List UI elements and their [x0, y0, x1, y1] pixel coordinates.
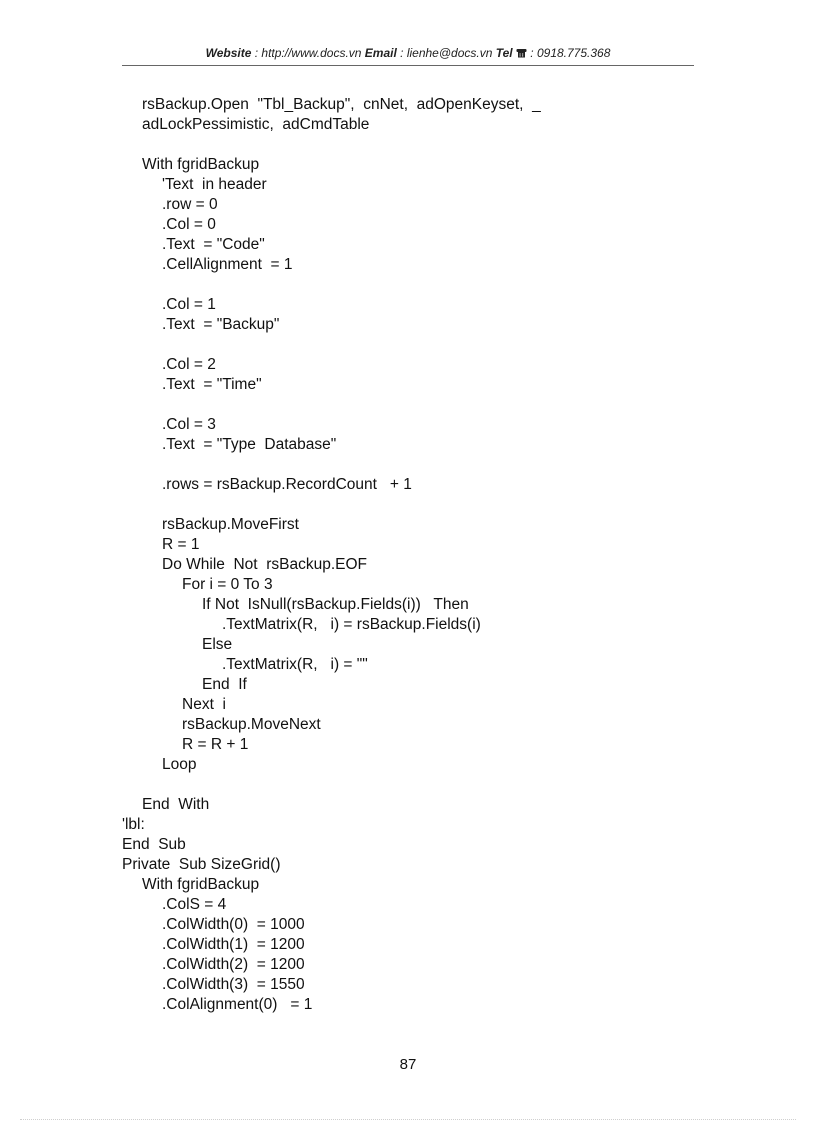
code-line: End If	[202, 676, 247, 693]
code-line: .TextMatrix(R, i) = ""	[222, 656, 368, 673]
code-line: Loop	[162, 756, 197, 773]
code-line: rsBackup.MoveNext	[182, 716, 321, 733]
code-line: R = R + 1	[182, 736, 249, 753]
website-label: Website	[205, 46, 252, 60]
header-rule	[122, 65, 694, 66]
code-line: .ColWidth(3) = 1550	[162, 976, 305, 993]
code-line: .rows = rsBackup.RecordCount + 1	[162, 476, 412, 493]
code-line: .Text = "Backup"	[162, 316, 280, 333]
code-line: With fgridBackup	[142, 876, 260, 893]
code-line: .Text = "Time"	[162, 376, 262, 393]
code-line: Next i	[182, 696, 226, 713]
code-line: .Text = "Code"	[162, 236, 265, 253]
email-value: : lienhe@docs.vn	[396, 46, 496, 60]
code-line: .Text = "Type Database"	[162, 436, 337, 453]
code-line: R = 1	[162, 536, 200, 553]
code-line: .Col = 1	[162, 296, 216, 313]
code-line: .ColAlignment(0) = 1	[162, 996, 313, 1013]
tel-value: : 0918.775.368	[526, 46, 611, 60]
code-line: adLockPessimistic, adCmdTable	[142, 116, 370, 133]
code-line: .TextMatrix(R, i) = rsBackup.Fields(i)	[222, 616, 481, 633]
code-line: .row = 0	[162, 196, 218, 213]
code-line: .Col = 3	[162, 416, 216, 433]
code-line: End With	[142, 796, 210, 813]
code-line: For i = 0 To 3	[182, 576, 273, 593]
code-line: .ColWidth(1) = 1200	[162, 936, 305, 953]
code-line: .ColWidth(2) = 1200	[162, 956, 305, 973]
tel-label: Tel	[495, 46, 513, 60]
page-number: 87	[399, 1056, 417, 1073]
code-line: .ColS = 4	[162, 896, 227, 913]
code-line: With fgridBackup	[142, 156, 260, 173]
page-header	[122, 46, 694, 66]
code-line: Else	[202, 636, 233, 653]
code-line: .ColWidth(0) = 1000	[162, 916, 305, 933]
code-line: 'lbl:	[122, 816, 145, 833]
code-line: .Col = 0	[162, 216, 216, 233]
phone-icon	[516, 47, 527, 61]
code-line: Private Sub SizeGrid()	[122, 856, 281, 873]
website-value: : http://www.docs.vn	[251, 46, 365, 60]
code-line: .CellAlignment = 1	[162, 256, 293, 273]
code-line: .Col = 2	[162, 356, 216, 373]
code-line: End Sub	[122, 836, 186, 853]
code-line: If Not IsNull(rsBackup.Fields(i)) Then	[202, 596, 469, 613]
code-line: Do While Not rsBackup.EOF	[162, 556, 368, 573]
code-line: 'Text in header	[162, 176, 267, 193]
email-label: Email	[364, 46, 397, 60]
code-line: rsBackup.Open "Tbl_Backup", cnNet, adOpenKeyset, _	[142, 96, 541, 113]
code-line: rsBackup.MoveFirst	[162, 516, 299, 533]
footer-divider	[20, 1119, 796, 1120]
